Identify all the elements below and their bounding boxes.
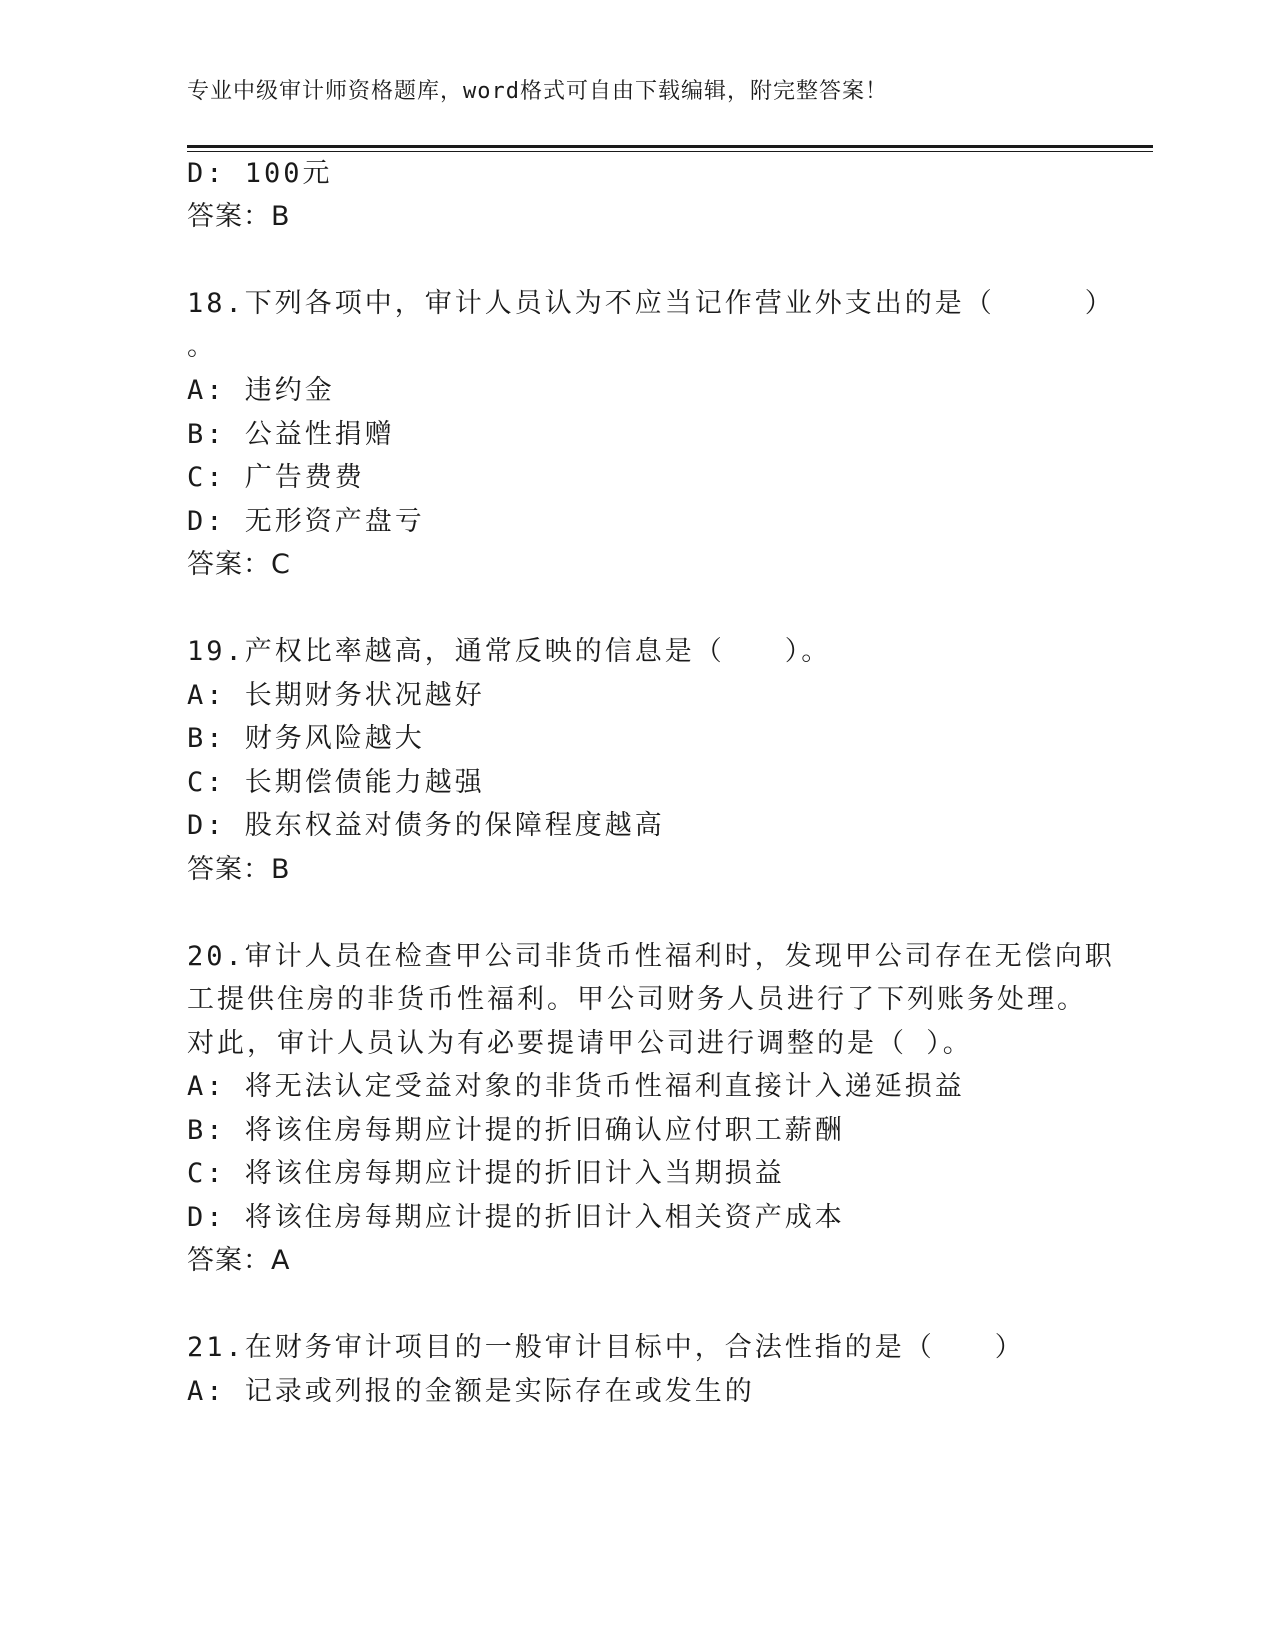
option-line: C: 广告费费 xyxy=(187,462,365,493)
question-line: 21.在财务审计项目的一般审计目标中，合法性指的是（ ） xyxy=(187,1332,1025,1363)
option-line: B: 财务风险越大 xyxy=(187,723,425,754)
answer-line: 答案：B xyxy=(187,201,291,232)
option-line: A: 将无法认定受益对象的非货币性福利直接计入递延损益 xyxy=(187,1071,965,1102)
question-line: 对此，审计人员认为有必要提请甲公司进行调整的是（ ）。 xyxy=(187,1028,973,1059)
answer-line: 答案：A xyxy=(187,1245,291,1276)
question-line: 。 xyxy=(187,331,217,362)
question-line: 18.下列各项中，审计人员认为不应当记作营业外支出的是（ ） xyxy=(187,288,1115,319)
page-header: 专业中级审计师资格题库，word格式可自由下载编辑，附完整答案！ xyxy=(187,79,888,104)
option-line: D: 将该住房每期应计提的折旧计入相关资产成本 xyxy=(187,1202,845,1233)
option-line: B: 公益性捐赠 xyxy=(187,419,395,450)
option-line: A: 违约金 xyxy=(187,375,335,406)
answer-line: 答案：B xyxy=(187,854,291,885)
answer-line: 答案：C xyxy=(187,549,291,580)
option-line: C: 长期偿债能力越强 xyxy=(187,767,485,798)
option-line: A: 长期财务状况越好 xyxy=(187,680,485,711)
header-rule-thin xyxy=(187,151,1153,152)
header-rule-thick xyxy=(187,145,1153,148)
question-line: 20.审计人员在检查甲公司非货币性福利时，发现甲公司存在无偿向职 xyxy=(187,941,1115,972)
option-line: D: 100元 xyxy=(187,158,333,189)
option-line: D: 无形资产盘亏 xyxy=(187,506,425,537)
question-line: 19.产权比率越高，通常反映的信息是（ ）。 xyxy=(187,636,832,667)
option-line: C: 将该住房每期应计提的折旧计入当期损益 xyxy=(187,1158,785,1189)
option-line: B: 将该住房每期应计提的折旧确认应付职工薪酬 xyxy=(187,1115,845,1146)
question-line: 工提供住房的非货币性福利。甲公司财务人员进行了下列账务处理。 xyxy=(187,984,1087,1015)
option-line: D: 股东权益对债务的保障程度越高 xyxy=(187,810,665,841)
option-line: A: 记录或列报的金额是实际存在或发生的 xyxy=(187,1376,755,1407)
